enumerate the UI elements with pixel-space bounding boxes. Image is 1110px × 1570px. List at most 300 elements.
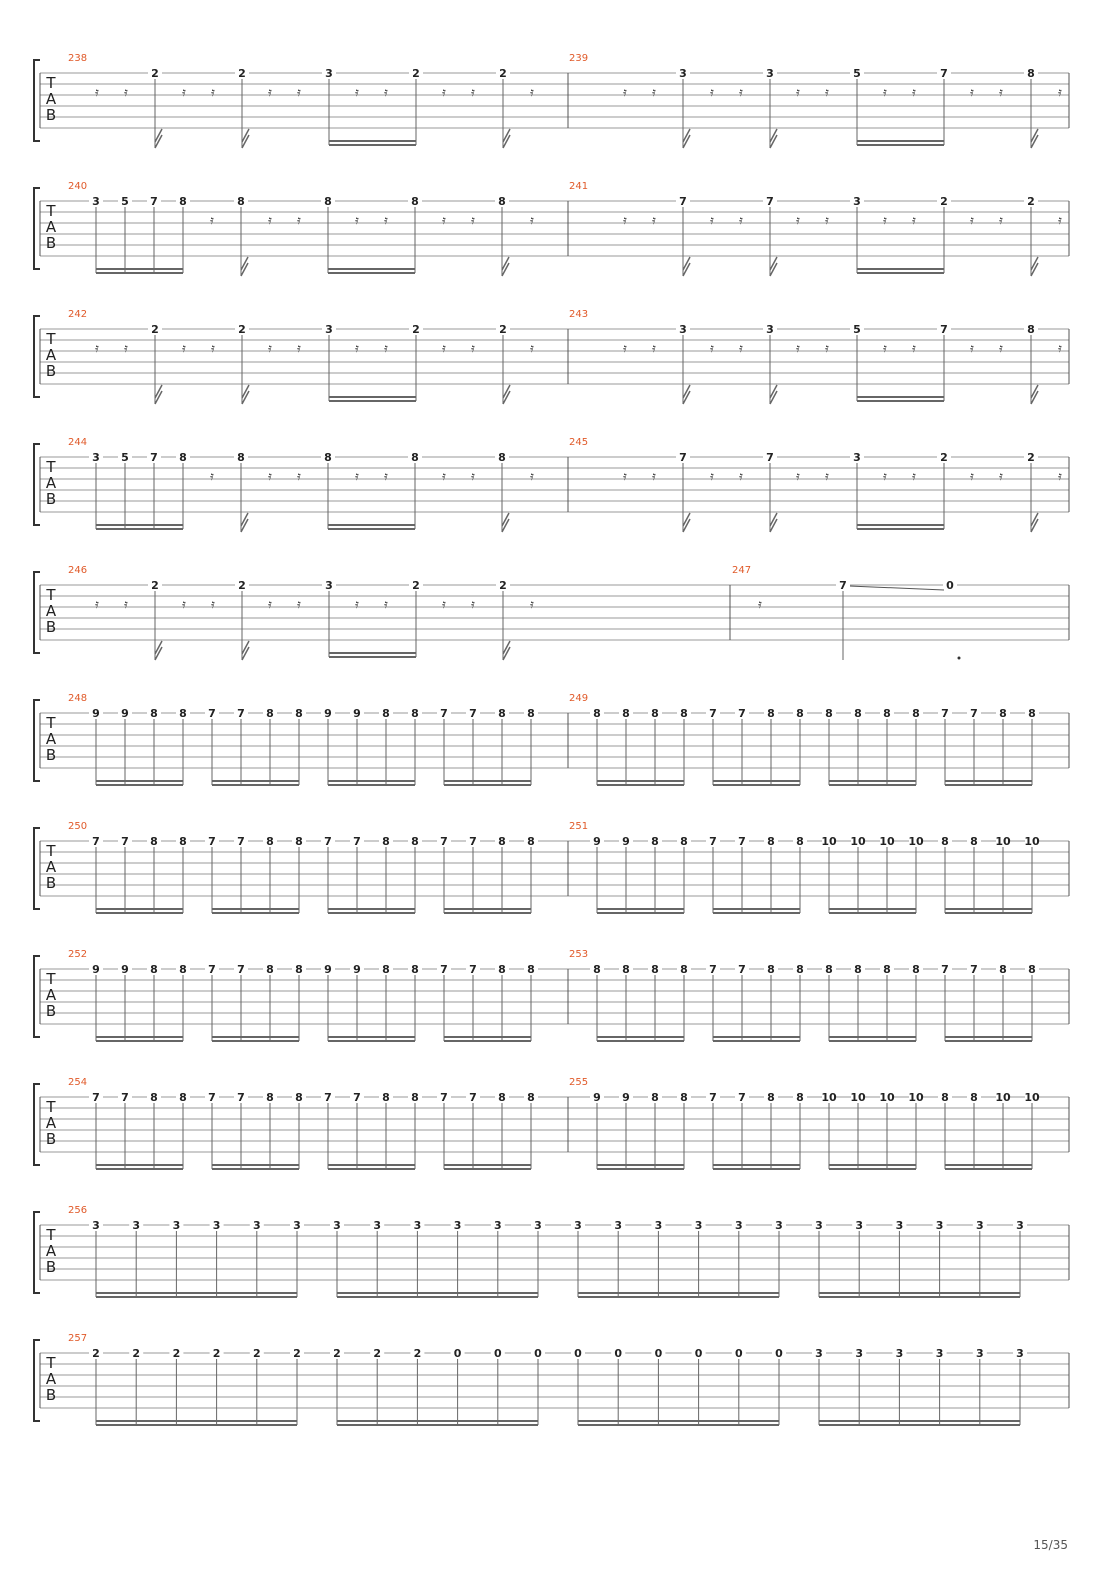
fret-number: 7 (440, 963, 448, 976)
fret-number: 7 (766, 451, 774, 464)
sixteenth-rest: 𝄿 (297, 85, 301, 99)
tab-clef-letter: B (45, 362, 57, 380)
fret-number: 9 (324, 707, 332, 720)
fret-number: 8 (651, 835, 659, 848)
fret-number: 2 (499, 323, 507, 336)
fret-number: 7 (469, 835, 477, 848)
measure-number: 239 (569, 53, 589, 64)
tab-clef-letter: T (46, 202, 56, 220)
tab-clef-letter: B (45, 1258, 57, 1276)
fret-number: 8 (527, 963, 535, 976)
fret-number: 9 (92, 707, 100, 720)
fret-number: 8 (295, 1091, 303, 1104)
fret-number: 8 (593, 707, 601, 720)
fret-number: 3 (855, 1347, 864, 1360)
sixteenth-rest: 𝄿 (355, 213, 359, 227)
fret-number: 7 (121, 1091, 129, 1104)
sixteenth-rest: 𝄿 (796, 469, 800, 483)
sixteenth-rest: 𝄿 (442, 469, 446, 483)
fret-number: 8 (527, 707, 535, 720)
measure-number: 246 (68, 565, 88, 576)
fret-number: 7 (208, 835, 216, 848)
fret-number: 8 (411, 963, 419, 976)
fret-number: 3 (654, 1219, 663, 1232)
tab-clef-letter: T (46, 842, 56, 860)
fret-number: 2 (333, 1347, 341, 1360)
fret-number: 8 (179, 963, 187, 976)
fret-number: 3 (935, 1219, 944, 1232)
fret-number: 8 (796, 1091, 804, 1104)
fret-number: 10 (821, 1091, 837, 1104)
sixteenth-rest: 𝄿 (883, 341, 887, 355)
sixteenth-rest: 𝄿 (739, 469, 743, 483)
fret-number: 3 (293, 1219, 301, 1232)
fret-number: 2 (940, 451, 948, 464)
fret-number: 7 (469, 1091, 477, 1104)
fret-number: 0 (614, 1347, 623, 1360)
sixteenth-rest: 𝄿 (652, 213, 656, 227)
fret-number: 7 (440, 835, 448, 848)
sixteenth-rest: 𝄿 (970, 469, 974, 483)
note-flag (1031, 257, 1038, 276)
fret-number: 2 (940, 195, 948, 208)
note-flag (242, 129, 249, 148)
tab-system (34, 1077, 1069, 1169)
fret-number: 10 (1024, 835, 1040, 848)
fret-number: 8 (266, 707, 274, 720)
measure-number: 238 (68, 53, 88, 64)
sixteenth-rest: 𝄿 (710, 341, 714, 355)
sixteenth-rest: 𝄿 (471, 213, 475, 227)
fret-number: 10 (995, 1091, 1011, 1104)
fret-number: 5 (853, 67, 861, 80)
sixteenth-rest: 𝄿 (442, 213, 446, 227)
sixteenth-rest: 𝄿 (999, 85, 1003, 99)
tab-clef-letter: B (45, 490, 57, 508)
tab-clef-letter: A (45, 602, 57, 620)
sixteenth-rest: 𝄿 (95, 85, 99, 99)
measure-number: 245 (569, 437, 589, 448)
fret-number: 8 (411, 195, 419, 208)
tab-clef-letter: T (46, 714, 56, 732)
fret-number: 0 (654, 1347, 663, 1360)
dotted-note (958, 657, 961, 660)
sixteenth-rest: 𝄿 (1058, 85, 1062, 99)
fret-number: 7 (324, 835, 332, 848)
fret-number: 7 (469, 707, 477, 720)
fret-number: 8 (237, 451, 245, 464)
measure-number: 249 (569, 693, 589, 704)
fret-number: 0 (534, 1347, 542, 1360)
sixteenth-rest: 𝄿 (739, 341, 743, 355)
sixteenth-rest: 𝄿 (623, 469, 627, 483)
sixteenth-rest: 𝄿 (297, 469, 301, 483)
sixteenth-rest: 𝄿 (912, 469, 916, 483)
sixteenth-rest: 𝄿 (825, 85, 829, 99)
fret-number: 5 (121, 451, 129, 464)
sixteenth-rest: 𝄿 (652, 85, 656, 99)
fret-number: 3 (895, 1347, 904, 1360)
fret-number: 8 (622, 707, 630, 720)
note-flag (770, 129, 777, 148)
fret-number: 2 (412, 579, 420, 592)
fret-number: 2 (238, 323, 246, 336)
sixteenth-rest: 𝄿 (211, 597, 215, 611)
system-bracket (34, 828, 40, 909)
fret-number: 3 (1016, 1219, 1024, 1232)
tab-clef-letter: T (46, 1354, 56, 1372)
fret-number: 3 (453, 1219, 462, 1232)
fret-number: 8 (266, 963, 274, 976)
fret-number: 8 (179, 195, 187, 208)
fret-number: 2 (412, 67, 420, 80)
fret-number: 2 (373, 1347, 382, 1360)
sixteenth-rest: 𝄿 (210, 469, 214, 483)
fret-number: 7 (150, 195, 158, 208)
fret-number: 8 (324, 451, 332, 464)
fret-number: 7 (237, 963, 245, 976)
sixteenth-rest: 𝄿 (999, 213, 1003, 227)
fret-number: 8 (767, 835, 775, 848)
measure-number: 240 (68, 181, 88, 192)
fret-number: 7 (353, 1091, 361, 1104)
sixteenth-rest: 𝄿 (883, 85, 887, 99)
fret-number: 2 (499, 67, 507, 80)
fret-number: 3 (325, 323, 333, 336)
fret-number: 7 (208, 963, 216, 976)
fret-number: 3 (815, 1347, 823, 1360)
sixteenth-rest: 𝄿 (825, 213, 829, 227)
sixteenth-rest: 𝄿 (710, 469, 714, 483)
fret-number: 8 (680, 707, 688, 720)
sixteenth-rest: 𝄿 (623, 85, 627, 99)
sixteenth-rest: 𝄿 (471, 85, 475, 99)
fret-number: 7 (92, 1091, 100, 1104)
tab-clef-letter: A (45, 1242, 57, 1260)
fret-number: 7 (738, 1091, 746, 1104)
note-flag (683, 513, 690, 532)
tab-clef-letter: T (46, 74, 56, 92)
fret-number: 7 (941, 707, 949, 720)
fret-number: 8 (498, 835, 506, 848)
system-bracket (34, 60, 40, 141)
fret-number: 8 (680, 963, 688, 976)
fret-number: 7 (970, 963, 978, 976)
fret-number: 8 (883, 963, 891, 976)
sixteenth-rest: 𝄿 (883, 213, 887, 227)
fret-number: 3 (534, 1219, 542, 1232)
fret-number: 10 (995, 835, 1011, 848)
fret-number: 8 (411, 707, 419, 720)
sixteenth-rest: 𝄿 (623, 341, 627, 355)
fret-number: 2 (132, 1347, 141, 1360)
tab-clef-letter: B (45, 234, 57, 252)
sixteenth-rest: 𝄿 (442, 341, 446, 355)
fret-number: 8 (767, 707, 775, 720)
fret-number: 10 (821, 835, 837, 848)
fret-number: 8 (411, 835, 419, 848)
tab-clef-letter: B (45, 874, 57, 892)
fret-number: 9 (92, 963, 100, 976)
sixteenth-rest: 𝄿 (268, 213, 272, 227)
note-flag (241, 513, 248, 532)
fret-number: 3 (679, 323, 687, 336)
fret-number: 2 (151, 67, 159, 80)
sixteenth-rest: 𝄿 (1058, 341, 1062, 355)
tab-system (34, 565, 1069, 660)
fret-number: 8 (411, 451, 419, 464)
tab-clef-letter: B (45, 106, 57, 124)
fret-number: 0 (946, 579, 954, 592)
measure-number: 243 (569, 309, 589, 320)
fret-number: 8 (883, 707, 891, 720)
note-flag (770, 257, 777, 276)
tab-clef-letter: A (45, 218, 57, 236)
fret-number: 8 (150, 835, 158, 848)
fret-number: 7 (738, 963, 746, 976)
sixteenth-rest: 𝄿 (825, 341, 829, 355)
fret-number: 2 (412, 323, 420, 336)
system-bracket (34, 444, 40, 525)
fret-number: 8 (854, 707, 862, 720)
fret-number: 2 (1027, 451, 1035, 464)
note-flag (1031, 385, 1038, 404)
sixteenth-rest: 𝄿 (652, 341, 656, 355)
note-flag (155, 129, 162, 148)
fret-number: 2 (1027, 195, 1035, 208)
fret-number: 8 (622, 963, 630, 976)
fret-number: 3 (325, 579, 333, 592)
fret-number: 8 (767, 1091, 775, 1104)
sixteenth-rest: 𝄿 (95, 597, 99, 611)
fret-number: 10 (1024, 1091, 1040, 1104)
fret-number: 9 (121, 963, 129, 976)
fret-number: 8 (593, 963, 601, 976)
system-bracket (34, 700, 40, 781)
fret-number: 7 (237, 707, 245, 720)
sixteenth-rest: 𝄿 (912, 213, 916, 227)
fret-number: 8 (970, 835, 978, 848)
measure-number: 253 (569, 949, 589, 960)
fret-number: 8 (295, 835, 303, 848)
fret-number: 3 (855, 1219, 864, 1232)
fret-number: 2 (92, 1347, 100, 1360)
fret-number: 2 (151, 579, 159, 592)
sixteenth-rest: 𝄿 (796, 341, 800, 355)
fret-number: 7 (738, 707, 746, 720)
fret-number: 3 (92, 1219, 100, 1232)
fret-number: 8 (825, 707, 833, 720)
sixteenth-rest: 𝄿 (355, 85, 359, 99)
fret-number: 3 (574, 1219, 582, 1232)
fret-number: 7 (208, 707, 216, 720)
note-flag (770, 513, 777, 532)
note-flag (683, 385, 690, 404)
tab-clef-letter: B (45, 746, 57, 764)
measure-number: 252 (68, 949, 88, 960)
note-flag (1031, 513, 1038, 532)
system-bracket (34, 956, 40, 1037)
sixteenth-rest: 𝄿 (530, 85, 534, 99)
fret-number: 8 (941, 835, 949, 848)
fret-number: 8 (1028, 963, 1036, 976)
fret-number: 2 (252, 1347, 261, 1360)
sixteenth-rest: 𝄿 (739, 85, 743, 99)
system-bracket (34, 1084, 40, 1165)
fret-number: 3 (212, 1219, 221, 1232)
sixteenth-rest: 𝄿 (355, 341, 359, 355)
measure-number: 251 (569, 821, 589, 832)
fret-number: 3 (935, 1347, 944, 1360)
sixteenth-rest: 𝄿 (530, 341, 534, 355)
fret-number: 7 (738, 835, 746, 848)
fret-number: 3 (975, 1347, 984, 1360)
tab-clef-letter: A (45, 986, 57, 1004)
fret-number: 8 (1028, 707, 1036, 720)
fret-number: 8 (999, 707, 1007, 720)
tab-clef-letter: A (45, 730, 57, 748)
fret-number: 3 (895, 1219, 904, 1232)
sixteenth-rest: 𝄿 (355, 469, 359, 483)
tab-system (34, 949, 1069, 1041)
fret-number: 8 (796, 707, 804, 720)
fret-number: 3 (975, 1219, 984, 1232)
fret-number: 0 (453, 1347, 462, 1360)
fret-number: 8 (651, 963, 659, 976)
fret-number: 2 (293, 1347, 301, 1360)
fret-number: 8 (1027, 323, 1035, 336)
sixteenth-rest: 𝄿 (124, 341, 128, 355)
note-flag (242, 641, 249, 660)
fret-number: 10 (908, 1091, 924, 1104)
fret-number: 3 (679, 67, 687, 80)
sixteenth-rest: 𝄿 (384, 341, 388, 355)
fret-number: 8 (796, 835, 804, 848)
fret-number: 2 (499, 579, 507, 592)
sixteenth-rest: 𝄿 (182, 341, 186, 355)
slide-line (849, 586, 944, 590)
fret-number: 7 (941, 963, 949, 976)
fret-number: 8 (680, 835, 688, 848)
fret-number: 7 (237, 835, 245, 848)
tab-clef-letter: T (46, 1098, 56, 1116)
fret-number: 2 (212, 1347, 221, 1360)
fret-number: 7 (92, 835, 100, 848)
measure-number: 250 (68, 821, 88, 832)
fret-number: 8 (382, 1091, 390, 1104)
sixteenth-rest: 𝄿 (268, 85, 272, 99)
fret-number: 3 (92, 195, 100, 208)
fret-number: 7 (709, 1091, 717, 1104)
fret-number: 3 (734, 1219, 743, 1232)
fret-number: 3 (325, 67, 333, 80)
measure-number: 255 (569, 1077, 589, 1088)
note-flag (503, 641, 510, 660)
sixteenth-rest: 𝄿 (758, 597, 762, 611)
sixteenth-rest: 𝄿 (124, 597, 128, 611)
measure-number: 242 (68, 309, 88, 320)
fret-number: 3 (92, 451, 100, 464)
fret-number: 3 (853, 195, 861, 208)
tab-clef-letter: A (45, 1114, 57, 1132)
fret-number: 8 (266, 835, 274, 848)
sixteenth-rest: 𝄿 (182, 597, 186, 611)
measure-number: 254 (68, 1077, 88, 1088)
tab-clef-letter: B (45, 1130, 57, 1148)
system-bracket (34, 1340, 40, 1421)
fret-number: 8 (324, 195, 332, 208)
fret-number: 2 (151, 323, 159, 336)
tab-system (34, 693, 1069, 785)
note-flag (683, 129, 690, 148)
fret-number: 3 (413, 1219, 422, 1232)
tab-clef-letter: A (45, 474, 57, 492)
fret-number: 7 (970, 707, 978, 720)
note-flag (155, 641, 162, 660)
fret-number: 10 (850, 1091, 866, 1104)
fret-number: 8 (150, 963, 158, 976)
fret-number: 7 (940, 323, 948, 336)
fret-number: 3 (172, 1219, 181, 1232)
fret-number: 7 (709, 963, 717, 976)
fret-number: 8 (970, 1091, 978, 1104)
fret-number: 7 (353, 835, 361, 848)
sixteenth-rest: 𝄿 (442, 85, 446, 99)
tab-clef-letter: A (45, 90, 57, 108)
fret-number: 7 (709, 707, 717, 720)
sixteenth-rest: 𝄿 (268, 469, 272, 483)
fret-number: 8 (179, 1091, 187, 1104)
sixteenth-rest: 𝄿 (384, 469, 388, 483)
note-flag (683, 257, 690, 276)
fret-number: 8 (767, 963, 775, 976)
fret-number: 7 (324, 1091, 332, 1104)
fret-number: 2 (413, 1347, 422, 1360)
fret-number: 3 (252, 1219, 261, 1232)
fret-number: 3 (853, 451, 861, 464)
fret-number: 8 (382, 707, 390, 720)
fret-number: 8 (1027, 67, 1035, 80)
sixteenth-rest: 𝄿 (796, 213, 800, 227)
fret-number: 8 (498, 963, 506, 976)
note-flag (770, 385, 777, 404)
sixteenth-rest: 𝄿 (355, 597, 359, 611)
tab-clef-letter: A (45, 1370, 57, 1388)
sixteenth-rest: 𝄿 (710, 85, 714, 99)
measure-number: 256 (68, 1205, 88, 1216)
sixteenth-rest: 𝄿 (95, 341, 99, 355)
fret-number: 3 (493, 1219, 502, 1232)
system-bracket (34, 316, 40, 397)
fret-number: 7 (679, 195, 687, 208)
fret-number: 7 (150, 451, 158, 464)
fret-number: 3 (815, 1219, 823, 1232)
fret-number: 9 (353, 707, 361, 720)
sixteenth-rest: 𝄿 (297, 213, 301, 227)
sixteenth-rest: 𝄿 (384, 85, 388, 99)
measure-number: 248 (68, 693, 88, 704)
system-bracket (34, 1212, 40, 1293)
fret-number: 8 (150, 1091, 158, 1104)
fret-number: 10 (908, 835, 924, 848)
fret-number: 7 (121, 835, 129, 848)
sixteenth-rest: 𝄿 (384, 597, 388, 611)
note-flag (502, 513, 509, 532)
fret-number: 9 (121, 707, 129, 720)
tab-clef-letter: T (46, 970, 56, 988)
note-flag (503, 385, 510, 404)
tab-system (34, 437, 1069, 532)
